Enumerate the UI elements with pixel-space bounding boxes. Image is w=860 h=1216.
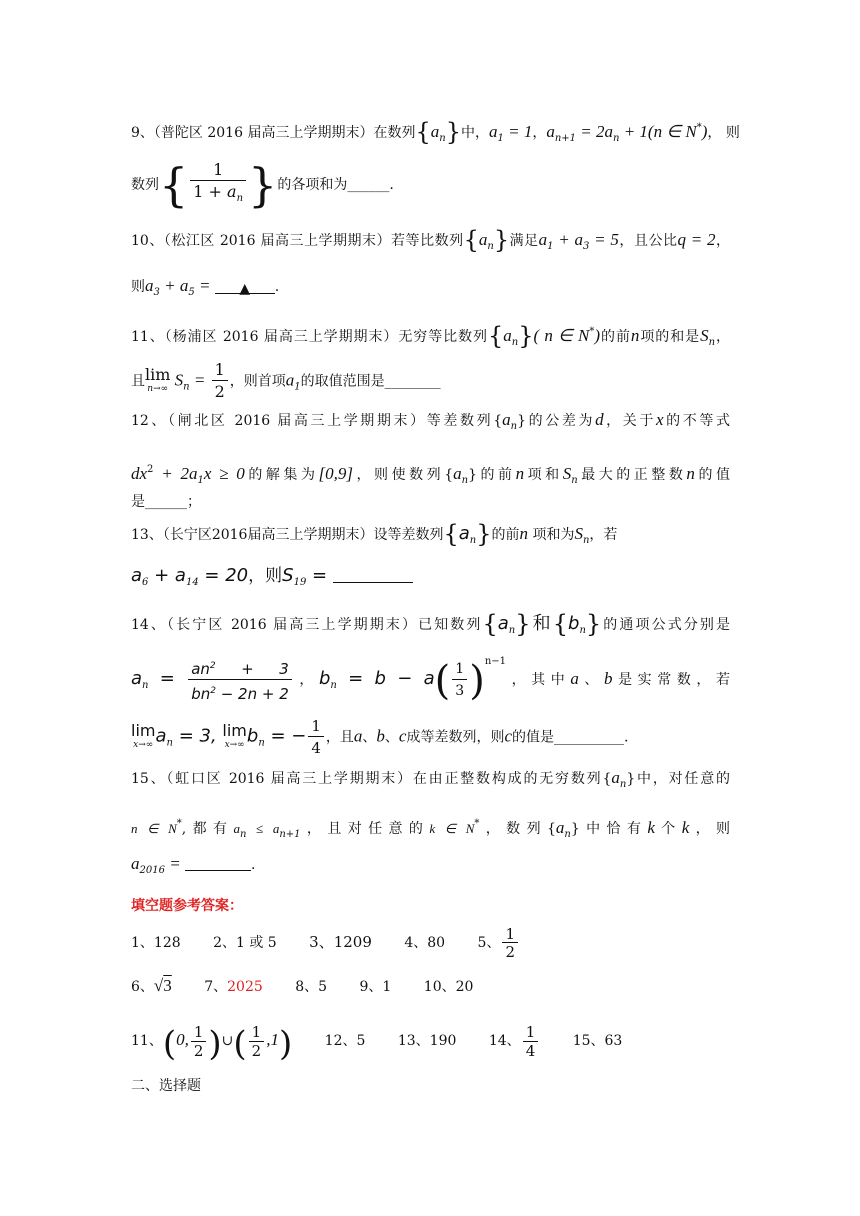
- q13-line1: 13、（长宁区2016届高三上学期期末）设等差数列$\{a_n\}$的前n 项和为$S_n$，若: [131, 520, 618, 548]
- answers-row3: 11、(0, $\frac{1}{2}$ )∪( $\frac{1}{2}$ ,1) 12、5 13、190 14、 $\frac{1}{4}$ 15、63: [131, 1022, 623, 1064]
- q14-line2: $a_n$ = $\frac{an^2 + 3}{bn^2 - 2n + 2}$ ，$b_n = b - a$( $\frac{1}{3}$ )$^{n-1}$，其中a、b是实常数，若: [131, 656, 731, 704]
- q11-line1: 11、（杨浦区 2016 届高三上学期期末）无穷等比数列$\{a_n\}$( n ∈ N*)的前n项的和是$S_n$，: [131, 322, 731, 350]
- q12-line2: $dx^2 + 2a_1x \ge 0$的解集为[0,9]，则使数列$\{a_n\}$的前n项和$S_n$最大的正整数n的值: [131, 464, 730, 486]
- answers-row1: 1、128 2、1 或 5 3、1209 4、80 5、 $\frac{1}{2}$: [131, 924, 730, 960]
- q13-line2: $a_6 + a_{14} = 20$，则$S_{19}$ =: [131, 566, 730, 593]
- q10-line1: 10、（松江区 2016 届高三上学期期末）若等比数列$\{a_n\}$满足$a_1 + a_3 = 5$，且公比q = 2，: [131, 226, 730, 254]
- q15-line2: n ∈ N*,都有$a_n \le a_{n+1}$，且对任意的k ∈ N*，数列$\{a_n\}$中恰有k个k，则: [131, 818, 731, 840]
- answers-heading: 填空题参考答案：: [131, 898, 243, 914]
- q14-line3: lim x→∞ $a_n = 3$, lim x→∞ $b_n$ = − $\frac{1}{4}$ ，且a、b、c成等差数列，则c的值是__________.: [131, 717, 629, 757]
- answers-row2: 6、√3 7、2025 8、5 9、1 10、20: [131, 976, 474, 995]
- section-heading: 二、选择题: [131, 1078, 201, 1094]
- q12-line3: 是______；: [131, 494, 201, 510]
- q9-line2: 数列{ $\frac{1}{1 + a_n}$ }的各项和为______.: [131, 158, 394, 212]
- q15-line3: $a_{2016}$ = .: [131, 854, 256, 876]
- q14-line1: 14、（长宁区 2016 届高三上学期期末）已知数列$\{a_n\}$和$\{b_n\}$的通项公式分别是: [131, 610, 731, 638]
- q10-line2: 则$a_3 + a_5$ = ▲ .: [131, 276, 280, 298]
- triangle-marker-icon: ▲: [239, 281, 251, 297]
- q12-line1: 12、（闸北区 2016 届高三上学期期末）等差数列$\{a_n\}$的公差为d，关于x的不等式: [131, 410, 731, 432]
- q15-line1: 15、（虹口区 2016 届高三上学期期末）在由正整数构成的无穷数列$\{a_n\}$中，对任意的: [131, 768, 731, 790]
- q9-line1: 9、（普陀区 2016 届高三上学期期末）在数列$\{a_n\}$中，$a_1 = 1$，$a_{n+1} = 2a_n + 1(n$ ∈ N*)， 则: [131, 118, 740, 146]
- q11-line2: 且 lim n→∞ $S_n$ = $\frac{1}{2}$ ，则首项$a_1$的取值范围是________: [131, 360, 441, 401]
